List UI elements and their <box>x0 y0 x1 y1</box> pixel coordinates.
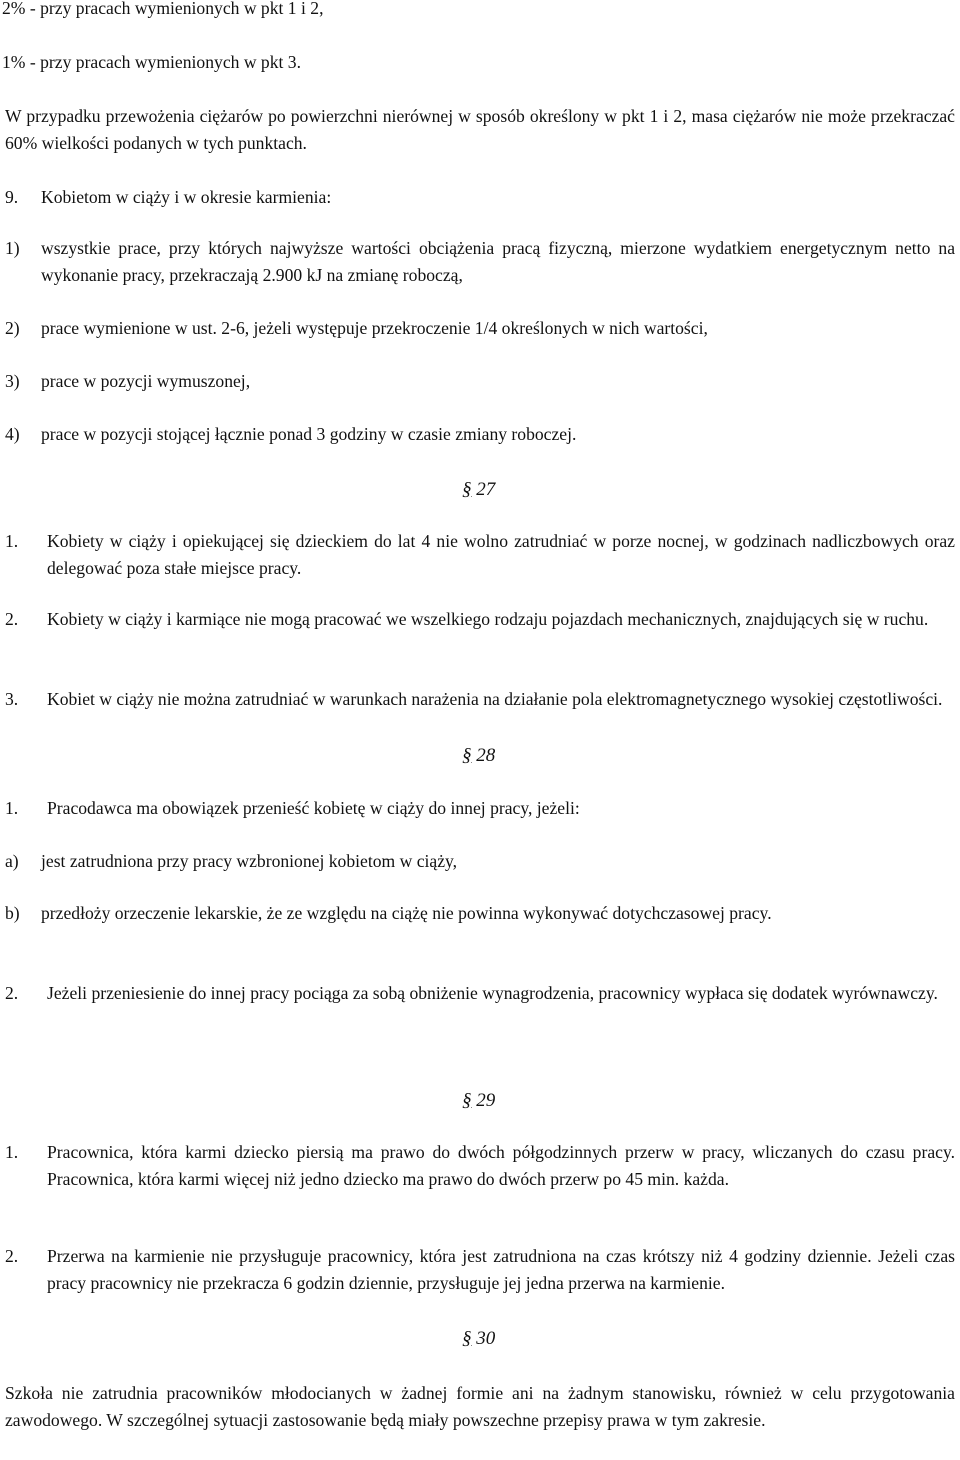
list-item: Jeżeli przeniesienie do innej pracy pociąga za sobą obniżenie wynagrodzenia, pracownicy wypłaca się dodatek wyrównawczy. <box>47 983 938 1003</box>
section-symbol: § <box>462 479 472 500</box>
list-number: 3. <box>5 689 19 709</box>
section-number: 30 <box>476 1328 496 1349</box>
text-line: 2% - przy pracach wymienionych w pkt 1 i 2, <box>2 0 324 18</box>
list-item: jest zatrudniona przy pracy wzbronionej kobietom w ciąży, <box>41 851 458 871</box>
list-item: prace wymienione w ust. 2-6, jeżeli występuje przekroczenie 1/4 określonych w nich wartości, <box>41 318 708 338</box>
list-number: 4) <box>5 424 20 444</box>
point-number: 9. <box>5 187 19 207</box>
list-item: Kobiety w ciąży i opiekującej się dzieckiem do lat 4 nie wolno zatrudniać w porze nocnej, w godzinach nadliczbowych oraz delegować poza stałe miejsce pracy. <box>47 531 955 578</box>
list-number: 2) <box>5 318 20 338</box>
paragraph-transport: W przypadku przewożenia ciężarów po powierzchni nierównej w sposób określony w pkt 1 i 2, masa ciężarów nie może przekraczać 60% wielkości podanych w tych punktach. <box>5 106 955 153</box>
list-number: 1) <box>5 238 20 258</box>
section-number: 28 <box>476 745 496 766</box>
list-item: przedłoży orzeczenie lekarskie, że ze względu na ciążę nie powinna wykonywać dotychczasowej pracy. <box>41 903 772 923</box>
list-item: prace w pozycji stojącej łącznie ponad 3 godziny w czasie zmiany roboczej. <box>41 424 577 444</box>
list-item: wszystkie prace, przy których najwyższe wartości obciążenia pracą fizyczną, mierzone wydatkiem energetycznym netto na wykonanie pracy, przekraczają 2.900 kJ na zmianę roboczą, <box>41 238 955 285</box>
list-number: 3) <box>5 371 20 391</box>
section-heading-28 <box>462 742 495 769</box>
section-heading-30 <box>462 1325 495 1352</box>
list-item: Kobiet w ciąży nie można zatrudniać w warunkach narażenia na działanie pola elektromagnetycznego wysokiej częstotliwości. <box>47 689 943 709</box>
list-number: 1. <box>5 1142 19 1162</box>
list-number: 2. <box>5 609 19 629</box>
section-number: 29 <box>476 1090 496 1111</box>
list-letter: a) <box>5 851 19 871</box>
list-item: Przerwa na karmienie nie przysługuje pracownicy, która jest zatrudniona na czas krótszy niż 4 godziny dziennie. Jeżeli czas pracy pracownicy nie przekracza 6 godzin dziennie, przysługuje jej jedna przerwa na karmienie. <box>47 1246 955 1293</box>
list-item: prace w pozycji wymuszonej, <box>41 371 251 391</box>
paragraph-school: Szkoła nie zatrudnia pracowników młodocianych w żadnej formie ani na żadnym stanowisku, również w celu przygotowania zawodowego. W szczególnej sytuacji zastosowanie będą miały powszechne przepisy prawa w tym zakresie. <box>5 1383 955 1430</box>
list-item: Kobiety w ciąży i karmiące nie mogą pracować we wszelkiego rodzaju pojazdach mechanicznych, znajdujących się w ruchu. <box>47 609 929 629</box>
list-item: Pracodawca ma obowiązek przenieść kobietę w ciąży do innej pracy, jeżeli: <box>47 798 580 818</box>
section-heading-27 <box>462 476 495 503</box>
list-number: 2. <box>5 983 19 1003</box>
list-letter: b) <box>5 903 20 923</box>
section-heading-29 <box>462 1087 495 1114</box>
section-symbol: § <box>462 745 472 766</box>
point-heading: Kobietom w ciąży i w okresie karmienia: <box>41 187 332 207</box>
list-number: 1. <box>5 531 19 551</box>
section-symbol: § <box>462 1328 472 1349</box>
list-number: 1. <box>5 798 19 818</box>
section-number: 27 <box>476 479 496 500</box>
list-number: 2. <box>5 1246 19 1266</box>
list-item: Pracownica, która karmi dziecko piersią ma prawo do dwóch półgodzinnych przerw w pracy, wliczanych do czasu pracy. Pracownica, która karmi więcej niż jedno dziecko ma prawo do dwóch przerw po 45 min. każda. <box>47 1142 955 1189</box>
text-line: 1% - przy pracach wymienionych w pkt 3. <box>2 52 301 72</box>
section-symbol: § <box>462 1090 472 1111</box>
